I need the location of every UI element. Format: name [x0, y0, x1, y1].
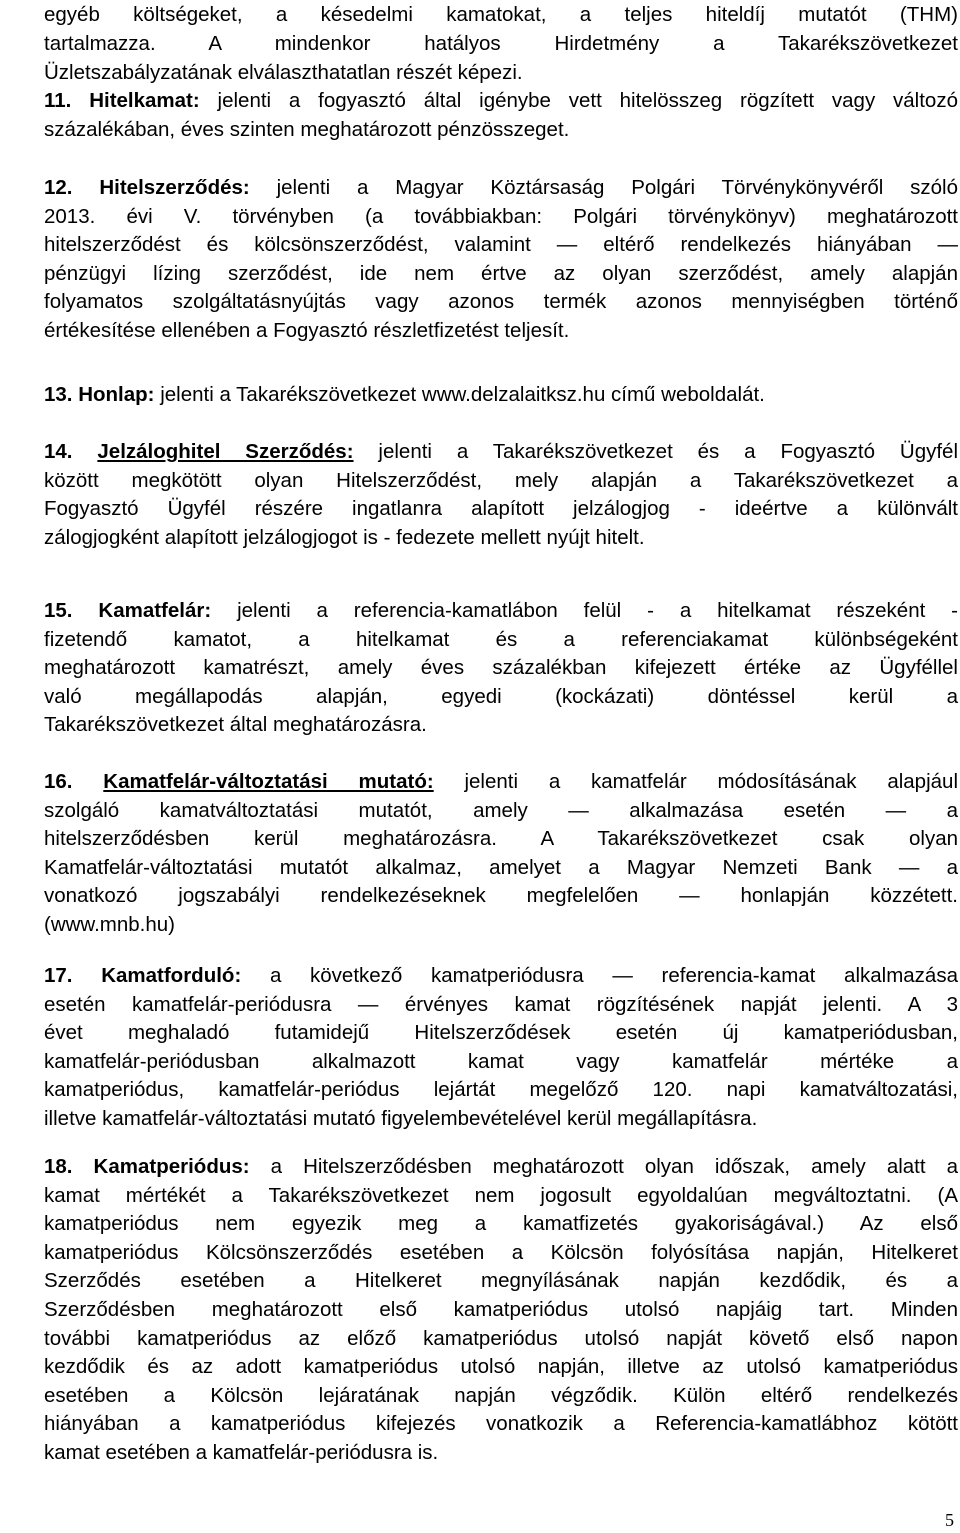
- definition-text: kamat esetében a kamatfelár-periódusra is.: [44, 1441, 439, 1464]
- defined-term: Kamatforduló:: [101, 964, 242, 987]
- definition-text: Kamatfelár-változtatási mutatót alkalmaz, amelyet a Magyar Nemzeti Bank — a: [44, 855, 958, 879]
- intro-line: egyéb költségeket, a késedelmi kamatokat, a teljes hiteldíj mutatót (THM): [44, 3, 958, 26]
- definition-line: [44, 1209, 958, 1238]
- definition-line: [44, 1324, 958, 1353]
- definition-line: [44, 1266, 958, 1295]
- definition-line: [44, 1238, 958, 1267]
- definition-line: [44, 596, 958, 625]
- definition-line: [44, 990, 958, 1019]
- definition-line: [44, 173, 958, 202]
- item-number: 11.: [44, 89, 72, 112]
- definition-text: illetve kamatfelár-változtatási mutató figyelembevételével kerül megállapításra.: [44, 1107, 758, 1130]
- definition-line: [44, 853, 958, 882]
- definition-line: [44, 1409, 958, 1438]
- definition-text: kamatperiódus nem egyezik meg a kamatfizetés gyakoriságával.) Az első: [44, 1212, 958, 1236]
- defined-term: Honlap:: [78, 383, 155, 406]
- definition-text: Takarékszövetkezet által meghatározásra.: [44, 713, 427, 737]
- definition-text: hiányában a kamatperiódus kifejezés vonatkozik a Referencia-kamatlábhoz kötött: [44, 1412, 958, 1436]
- item-number: 15.: [44, 599, 73, 622]
- definition-line: [44, 961, 958, 990]
- definition-line: [44, 625, 958, 654]
- intro-line: Üzletszabályzatának elválaszthatatlan részét képezi.: [44, 61, 523, 84]
- item-number: 18.: [44, 1155, 73, 1178]
- definition-text: jelenti a Takarékszövetkezet és a Fogyasztó Ügyfél: [353, 440, 959, 463]
- definition-line: [44, 1352, 958, 1381]
- definition-text: évet meghaladó futamidejű Hitelszerződések esetén új kamatperiódusban,: [44, 1021, 958, 1045]
- definition-text: között megkötött olyan Hitelszerződést, mely alapján a Takarékszövetkezet a: [44, 468, 958, 492]
- definition-text: jelenti a fogyasztó által igénybe vett hitelösszeg rögzített vagy változó: [199, 89, 958, 112]
- defined-term: Hitelkamat:: [89, 89, 200, 112]
- definition-text: esetén kamatfelár-periódusra — érvényes kamat rögzítésének napját jelenti. A 3: [44, 992, 958, 1016]
- definition-line: [44, 523, 958, 552]
- definition-text: jelenti a Takarékszövetkezet www.delzalaitksz.hu című weboldalát.: [154, 383, 765, 406]
- definition-text: hitelszerződést és kölcsönszerződést, valamint — eltérő rendelkezés hiányában —: [44, 233, 958, 257]
- definition-line: [44, 824, 958, 853]
- item-number: 17.: [44, 964, 73, 987]
- definition-text: kezdődik és az adott kamatperiódus utolsó napján, illetve az utolsó kamatperiódus: [44, 1355, 958, 1379]
- definition-line: [44, 115, 958, 144]
- definition-line: [44, 86, 958, 115]
- definition-text: esetében a Kölcsön lejáratának napján végződik. Külön eltérő rendelkezés: [44, 1383, 958, 1407]
- definition-text: százalékában, éves szinten meghatározott pénzösszeget.: [44, 117, 570, 141]
- definition-line: [44, 910, 958, 939]
- definition-line: [44, 1075, 958, 1104]
- definition-line: [44, 682, 958, 711]
- definition-text: Szerződés esetében a Hitelkeret megnyílásának napján kezdődik, és a: [44, 1269, 958, 1293]
- definition-line: [44, 1295, 958, 1324]
- definition-line: [44, 1438, 958, 1467]
- definition-text: vonatkozó jogszabályi rendelkezéseknek megfelelően — honlapján közzétett.: [44, 884, 958, 908]
- definition-text: további kamatperiódus az előző kamatperiódus utolsó napját követő első napon: [44, 1326, 958, 1350]
- definition-line: [44, 259, 958, 288]
- definition-text: kamat mértékét a Takarékszövetkezet nem jogosult egyoldalúan megváltoztatni. (A: [44, 1183, 958, 1207]
- definition-text: a következő kamatperiódusra — referencia-kamat alkalmazása: [241, 964, 958, 987]
- item-number: 12.: [44, 176, 73, 199]
- definition-text: pénzügyi lízing szerződést, ide nem értve az olyan szerződést, amely alapján: [44, 261, 958, 285]
- definition-line: [44, 380, 958, 409]
- definition-line: [44, 1152, 958, 1181]
- definition-text: (www.mnb.hu): [44, 913, 176, 936]
- definition-text: folyamatos szolgáltatásnyújtás vagy azonos termék azonos mennyiségben történő: [44, 290, 958, 314]
- defined-term: Kamatperiódus:: [93, 1155, 250, 1178]
- definition-text: Szerződésben meghatározott első kamatperiódus utolsó napjáig tart. Minden: [44, 1298, 958, 1321]
- definition-text: szolgáló kamatváltoztatási mutatót, amely — alkalmazása esetén — a: [44, 798, 958, 822]
- definition-line: [44, 881, 958, 910]
- definition-text: értékesítése ellenében a Fogyasztó részletfizetést teljesít.: [44, 319, 570, 342]
- defined-term: Jelzáloghitel Szerződés:: [97, 440, 354, 463]
- defined-term: Hitelszerződés:: [99, 176, 250, 199]
- definition-text: meghatározott kamatrészt, amely éves százalékban kifejezett értéke az Ügyféllel: [44, 656, 958, 680]
- definition-text: Fogyasztó Ügyfél részére ingatlanra alapított jelzálogjog - ideértve a különvált: [44, 497, 958, 521]
- definition-text: a Hitelszerződésben meghatározott olyan időszak, amely alatt a: [249, 1155, 959, 1178]
- definition-text: kamatperiódus Kölcsönszerződés esetében a Kölcsön folyósítása napján, Hitelkeret: [44, 1240, 958, 1264]
- item-number: 13.: [44, 383, 73, 406]
- definition-text: fizetendő kamatot, a hitelkamat és a referenciakamat különbségeként: [44, 627, 958, 651]
- definition-line: [44, 710, 958, 739]
- definition-text: kamatperiódus, kamatfelár-periódus lejártát megelőző 120. napi kamatváltozatási,: [44, 1078, 958, 1102]
- definition-text: hitelszerződésben kerül meghatározásra. A Takarékszövetkezet csak olyan: [44, 827, 958, 851]
- definition-line: [44, 437, 958, 466]
- intro-line: tartalmazza. A mindenkor hatályos Hirdetmény a Takarékszövetkezet: [44, 32, 958, 55]
- definition-text: jelenti a Magyar Köztársaság Polgári Törvénykönyvéről szóló: [249, 176, 958, 199]
- definition-line: [44, 653, 958, 682]
- definition-text: jelenti a referencia-kamatlábon felül - a hitelkamat részeként -: [211, 599, 958, 622]
- definition-line: [44, 1181, 958, 1210]
- page-number: 5: [945, 1510, 954, 1530]
- definition-line: [44, 1018, 958, 1047]
- item-number: 16.: [44, 770, 73, 793]
- definition-line: [44, 767, 958, 796]
- defined-term: Kamatfelár:: [98, 599, 212, 622]
- item-number: 14.: [44, 440, 73, 463]
- definition-line: [44, 1047, 958, 1076]
- definition-line: [44, 796, 958, 825]
- definition-line: [44, 466, 958, 495]
- definition-text: jelenti a kamatfelár módosításának alapjául: [433, 770, 958, 793]
- definition-line: [44, 202, 958, 231]
- definition-line: [44, 230, 958, 259]
- definition-text: 2013. évi V. törvényben (a továbbiakban: Polgári törvénykönyv) meghatározott: [44, 204, 958, 228]
- definition-text: kamatfelár-periódusban alkalmazott kamat vagy kamatfelár mértéke a: [44, 1049, 958, 1073]
- definition-text: zálogjogként alapított jelzálogjogot is - fedezete mellett nyújt hitelt.: [44, 525, 645, 549]
- definition-line: [44, 1381, 958, 1410]
- defined-term: Kamatfelár-változtatási mutató:: [103, 770, 434, 793]
- definition-line: [44, 1104, 958, 1133]
- definition-line: [44, 287, 958, 316]
- definition-line: [44, 494, 958, 523]
- definition-text: való megállapodás alapján, egyedi (kockázati) döntéssel kerül a: [44, 684, 958, 708]
- definition-line: [44, 316, 958, 345]
